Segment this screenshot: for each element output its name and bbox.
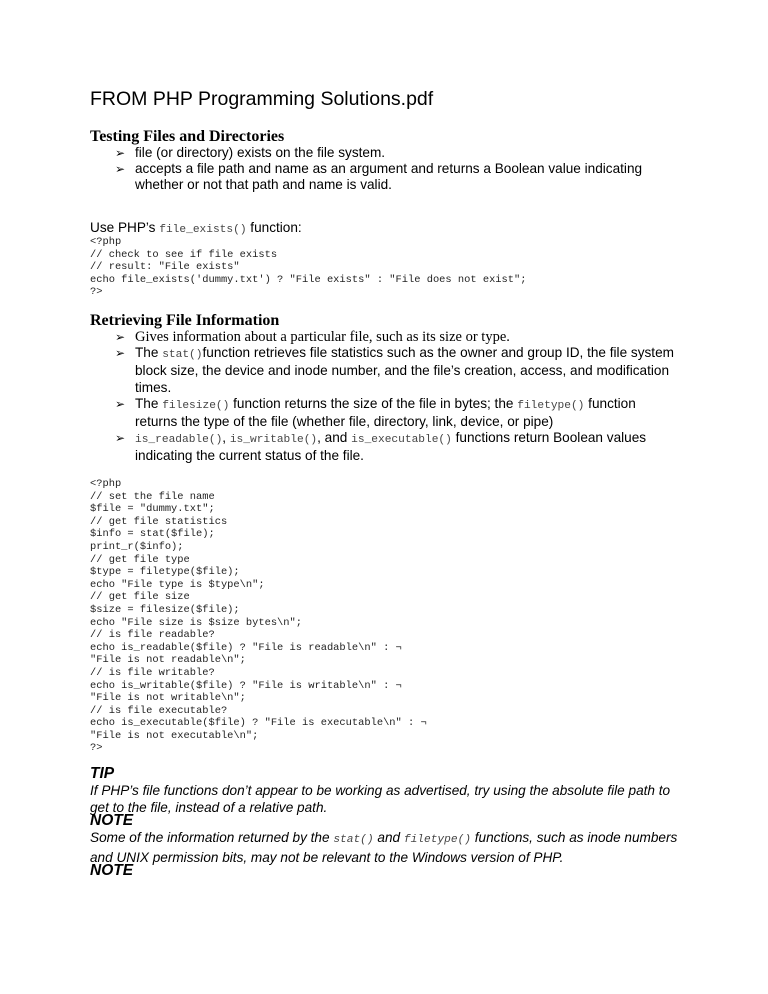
bullet-text: , and bbox=[317, 430, 352, 446]
bullet-text: accepts a file path and name as an argument and returns a Boolean value indicating whether or not that path and name is valid. bbox=[135, 161, 643, 193]
use-line-prefix: Use PHP’s bbox=[90, 220, 160, 235]
inline-code: is_writable() bbox=[229, 434, 318, 447]
inline-code: filesize() bbox=[162, 399, 230, 412]
bullet-text: , bbox=[222, 430, 230, 446]
inline-code: stat() bbox=[162, 349, 203, 362]
list-item bbox=[115, 329, 675, 345]
use-line bbox=[90, 220, 302, 236]
arrow-bullet-icon: ➢ bbox=[115, 146, 126, 160]
bullet-text: The bbox=[135, 395, 163, 411]
bullet-text: Gives information about a particular file, such as its size or type. bbox=[135, 329, 510, 345]
list-item bbox=[115, 161, 675, 193]
retrieving-bullet-list bbox=[115, 329, 675, 465]
bullet-text: functions return Boolean values indicating the current status of the file. bbox=[135, 430, 647, 464]
note-label: NOTE bbox=[90, 812, 134, 829]
inline-code: is_readable() bbox=[135, 434, 223, 447]
note-text-part: functions, such as inode numbers and UNIX permission bits, may not be relevant to the Windows version of PHP. bbox=[90, 830, 678, 865]
testing-bullet-list bbox=[115, 145, 675, 194]
arrow-bullet-icon: ➢ bbox=[115, 162, 126, 177]
section-heading-testing: Testing Files and Directories bbox=[90, 128, 285, 145]
arrow-bullet-icon: ➢ bbox=[115, 330, 126, 344]
list-item bbox=[115, 345, 675, 396]
arrow-bullet-icon: ➢ bbox=[115, 396, 126, 411]
note-text-part: and bbox=[373, 830, 404, 845]
inline-code: filetype() bbox=[403, 834, 471, 846]
note-text bbox=[90, 829, 680, 866]
inline-code: is_executable() bbox=[351, 434, 452, 447]
arrow-bullet-icon: ➢ bbox=[115, 431, 126, 446]
bullet-text: The bbox=[135, 345, 163, 361]
code-block-file-info: <?php // set the file name $file = "dummy.txt"; // get file statistics $info = stat($file); print_r($info); // get file type $type = filetype($file); echo "File type is $type\n"; // get file size $size = filesize($file); echo "File size is $size bytes\n"; // is file readable? echo is_readable($file) ? "File is readable\n" : ¬ "File is not readable\n"; // is file writable? echo is_writable($file) ? "File is writable\n" : ¬ "File is not writable\n"; // is file executable? echo is_executable($file) ? "File is executable\n" : ¬ "File is not executable\n"; ?> bbox=[90, 478, 427, 755]
note-text-part: Some of the information returned by the bbox=[90, 830, 334, 845]
bullet-text: function returns the size of the file in bytes; the bbox=[229, 395, 518, 411]
list-item bbox=[115, 145, 675, 161]
inline-code: filetype() bbox=[517, 399, 585, 412]
list-item bbox=[115, 396, 675, 430]
inline-code: stat() bbox=[333, 834, 374, 846]
list-item bbox=[115, 430, 675, 464]
page-title: FROM PHP Programming Solutions.pdf bbox=[90, 88, 434, 110]
bullet-text: function retrieves file statistics such as the owner and group ID, the file system block size, the device and inode number, and the file’s creation, access, and modification times. bbox=[135, 345, 674, 395]
use-line-suffix: function: bbox=[246, 220, 302, 235]
arrow-bullet-icon: ➢ bbox=[115, 346, 126, 361]
bullet-text: function returns the type of the file (whether file, directory, link, device, or pipe) bbox=[135, 395, 636, 430]
bullet-text: file (or directory) exists on the file system. bbox=[135, 145, 386, 160]
tip-text: If PHP’s file functions don’t appear to be working as advertised, try using the absolute file path to get to the file, instead of a relative path. bbox=[90, 783, 671, 815]
code-block-file-exists: <?php // check to see if file exists // result: "File exists" echo file_exists('dummy.txt') ? "File exists" : "File does not exist"; ?> bbox=[90, 236, 527, 299]
section-heading-retrieving: Retrieving File Information bbox=[90, 312, 280, 329]
inline-code: file_exists() bbox=[159, 224, 247, 236]
tip-label: TIP bbox=[90, 765, 115, 782]
note-label-2: NOTE bbox=[90, 862, 134, 879]
